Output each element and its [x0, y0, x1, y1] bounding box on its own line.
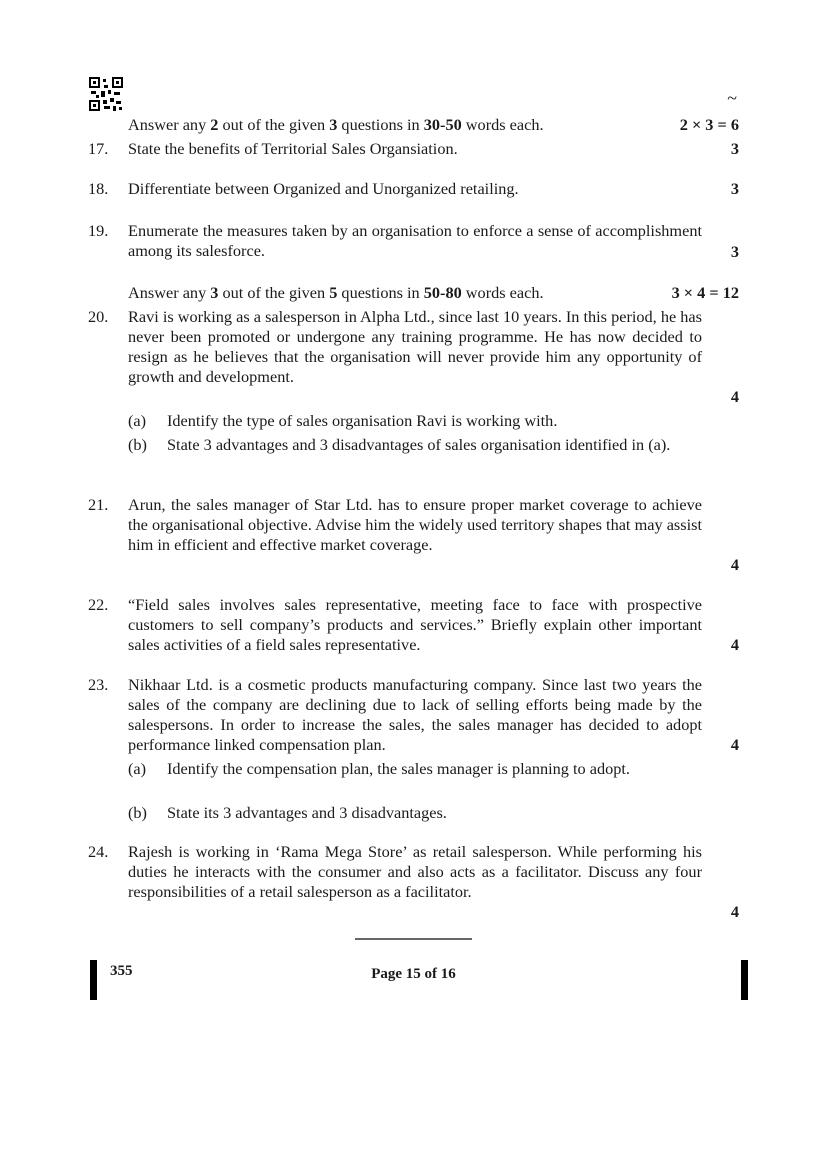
- question-part-a: (a) Identify the type of sales organisation Ravi is working with.: [128, 411, 558, 430]
- question-text: Arun, the sales manager of Star Ltd. has to ensure proper market coverage to achieve the organisational objective. Advise him the widely used territory shapes that may assist him in efficient and effective market coverage.: [128, 495, 702, 554]
- question-text: State the benefits of Territorial Sales Organsiation.: [128, 139, 458, 158]
- question-part-b: (b) State 3 advantages and 3 disadvantages of sales organisation identified in (a).: [128, 435, 671, 454]
- question-marks: 4: [730, 902, 739, 921]
- tilde-mark: ~: [727, 88, 737, 108]
- question-number: 22.: [88, 595, 109, 614]
- question-text: Ravi is working as a salesperson in Alpha Ltd., since last 10 years. In this period, he has never been promoted or undergone any training programme. He has now decided to resign as he believes that the organisation will never provide him any opportunity of growth and development.: [128, 307, 702, 386]
- question-number: 20.: [88, 307, 109, 326]
- section-marks: 2 × 3 = 6: [679, 115, 739, 134]
- question-number: 18.: [88, 179, 109, 198]
- question-number: 17.: [88, 139, 109, 158]
- question-number: 19.: [88, 221, 109, 240]
- qr-code-icon: [89, 77, 123, 111]
- question-marks: 3: [730, 242, 739, 261]
- question-marks: 4: [730, 635, 739, 654]
- question-marks: 4: [730, 735, 739, 754]
- section-marks: 3 × 4 = 12: [671, 283, 739, 302]
- question-part-b: (b) State its 3 advantages and 3 disadvantages.: [128, 803, 447, 822]
- question-text: Enumerate the measures taken by an organisation to enforce a sense of accomplishment among its salesforce.: [128, 221, 702, 260]
- question-text: Differentiate between Organized and Unorganized retailing.: [128, 179, 519, 198]
- paper-code: 355: [110, 963, 133, 979]
- question-marks: 4: [730, 555, 739, 574]
- question-number: 23.: [88, 675, 109, 694]
- question-part-a: (a) Identify the compensation plan, the sales manager is planning to adopt.: [128, 759, 630, 778]
- page-number: Page 15 of 16: [371, 966, 456, 982]
- section-instruction: Answer any 3 out of the given 5 questions in 50-80 words each.: [128, 283, 544, 302]
- question-number: 24.: [88, 842, 109, 861]
- question-text: Rajesh is working in ‘Rama Mega Store’ as retail salesperson. While performing his duties he interacts with the consumer and also acts as a facilitator. Discuss any four responsibilities of a retail salesperson as a facilitator.: [128, 842, 702, 901]
- question-marks: 3: [730, 139, 739, 158]
- question-marks: 4: [730, 387, 739, 406]
- question-marks: 3: [730, 179, 739, 198]
- question-text: “Field sales involves sales representative, meeting face to face with prospective customers to sell company’s products and services.” Briefly explain other important sales activities of a field sales representative.: [128, 595, 702, 654]
- end-rule-divider: [355, 938, 472, 940]
- question-text: Nikhaar Ltd. is a cosmetic products manufacturing company. Since last two years the sales of the company are declining due to lack of selling efforts being made by the salespersons. In order to increase the sales, the sales manager has decided to adopt performance linked compensation plan.: [128, 675, 702, 754]
- section-instruction: Answer any 2 out of the given 3 questions in 30-50 words each.: [128, 115, 544, 134]
- question-number: 21.: [88, 495, 109, 514]
